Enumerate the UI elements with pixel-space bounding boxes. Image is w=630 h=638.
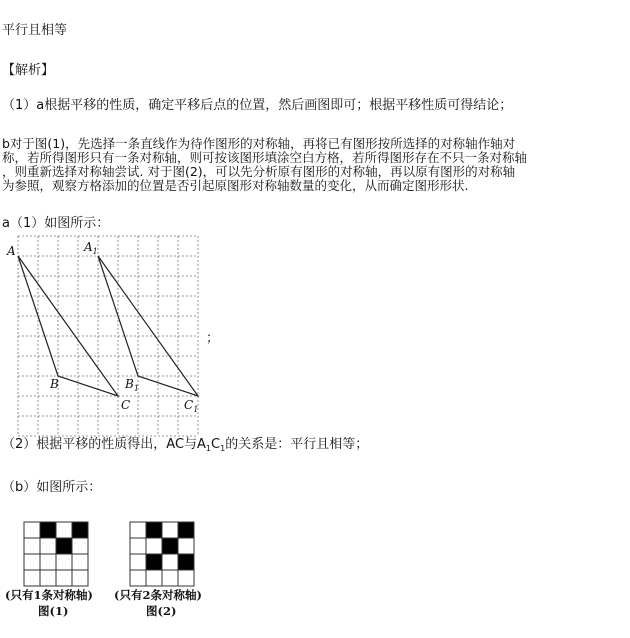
analysis-b-line-4: 为参照，观察方格添加的位置是否引起原图形对称轴数量的变化，从而确定图形形状.: [2, 178, 469, 193]
analysis-line-1: （1）a根据平移的性质，确定平移后点的位置，然后画图即可；根据平移性质可得结论；: [2, 98, 513, 113]
part-a2-line: [2, 437, 368, 456]
triangle-abc: [18, 256, 118, 396]
point-label-c1: $C_1$: [184, 398, 199, 414]
point-label-b1: $B_1$: [125, 377, 139, 393]
analysis-b-line-1: b对于图(1)，先选择一条直线作为待作图形的对称轴，再将已有图形按所选择的对称轴作轴对: [2, 136, 516, 151]
point-label-c: C: [121, 398, 131, 412]
analysis-b-line-2: 称，若所得图形只有一条对称轴，则可按该图形填涂空白方格，若所得图形存在不只一条对称轴: [2, 150, 528, 165]
semicolon: ；: [206, 331, 220, 346]
triangle-a1b1c1: [98, 256, 198, 396]
figure-2-grid: [130, 522, 194, 586]
analysis-b-line-3: ，则重新选择对称轴尝试. 对于图(2)，可以先分析原有图形的对称轴，再以原有图形的对称轴: [2, 164, 516, 179]
point-label-a: A: [7, 244, 16, 258]
answer-line: 平行且相等: [2, 23, 68, 38]
part-a2-text: 根据平移的性质得出，AC与$A_1C_1$的关系是：平行且相等；: [36, 437, 369, 453]
part-b-text: 如图所示：: [36, 480, 102, 495]
figure-1-label: 图(1): [38, 604, 69, 618]
part-b-prefix: （b）: [2, 480, 37, 495]
figure-1-caption: (只有1条对称轴): [5, 588, 93, 602]
figure-1-grid: [24, 522, 88, 586]
part-b-label: [2, 480, 101, 495]
figure-2-caption: (只有2条对称轴): [114, 588, 202, 602]
part-a1-text: 如图所示：: [44, 216, 110, 231]
section-header: 【解析】: [2, 63, 55, 78]
point-label-a1: $A_1$: [84, 240, 98, 256]
part-a1-prefix: a（1）: [2, 216, 45, 231]
point-label-b: B: [50, 377, 59, 391]
figure-2-label: 图(2): [146, 604, 177, 618]
part-a2-prefix: （2）: [2, 437, 37, 452]
